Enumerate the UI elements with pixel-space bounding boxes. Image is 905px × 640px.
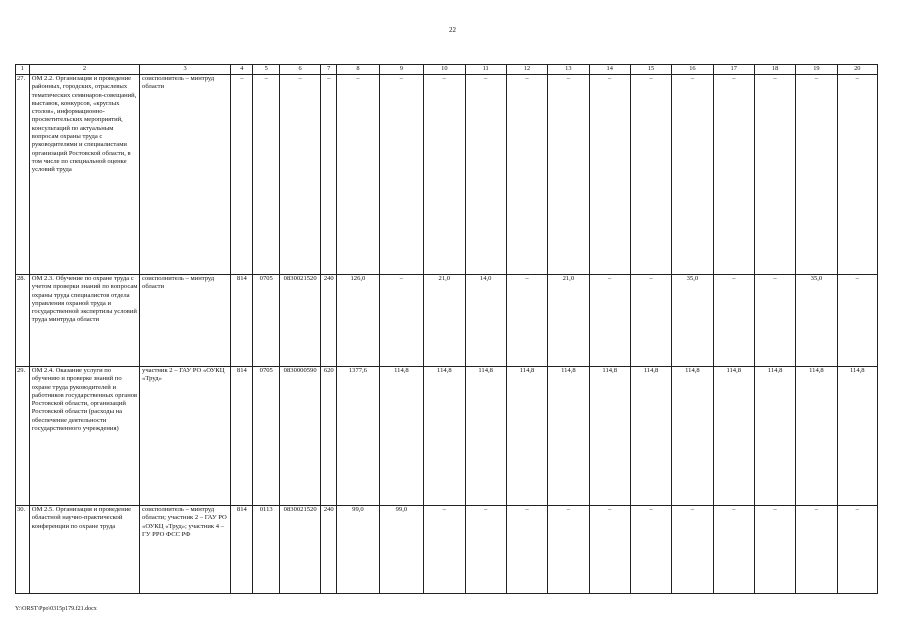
year-amount-cell: – [506, 275, 547, 367]
vr-code-cell: 240 [321, 506, 337, 594]
year-amount-cell: 99,0 [379, 506, 424, 594]
year-amount-cell: – [465, 75, 506, 275]
table-row [16, 506, 878, 594]
column-header-10: 10 [424, 65, 465, 75]
column-header-8: 8 [337, 65, 379, 75]
responsible-executor-cell: соисполнитель – минтруд области [140, 75, 231, 275]
grbs-code-cell: 814 [231, 275, 253, 367]
column-header-2: 2 [29, 65, 139, 75]
csr-code-cell: 0830000590 [279, 367, 320, 506]
year-amount-cell: – [589, 75, 630, 275]
year-amount-cell: – [506, 75, 547, 275]
rzpr-code-cell: 0113 [253, 506, 280, 594]
year-amount-cell: – [506, 506, 547, 594]
year-amount-cell: – [465, 506, 506, 594]
column-header-19: 19 [796, 65, 837, 75]
row-number-cell: 29. [16, 367, 30, 506]
year-amount-cell: 35,0 [796, 275, 837, 367]
year-amount-cell: – [589, 275, 630, 367]
event-name-cell: ОМ 2.4. Оказание услуги по обучению и проверке знаний по охране труда руководителей и работников государственных органов Ростовской области, организаций Ростовской области (расходы на обеспечение деятельности государственного учреждения) [29, 367, 139, 506]
rzpr-code-cell: 0705 [253, 367, 280, 506]
column-header-9: 9 [379, 65, 424, 75]
year-amount-cell: – [630, 275, 671, 367]
column-header-20: 20 [837, 65, 877, 75]
column-header-11: 11 [465, 65, 506, 75]
responsible-executor-cell: соисполнитель – минтруд области [140, 275, 231, 367]
column-header-5: 5 [253, 65, 280, 75]
vr-code-cell: 240 [321, 275, 337, 367]
year-amount-cell: 21,0 [424, 275, 465, 367]
year-amount-cell: – [713, 75, 754, 275]
year-amount-cell: 114,8 [672, 367, 713, 506]
year-amount-cell: 35,0 [672, 275, 713, 367]
csr-code-cell: – [279, 75, 320, 275]
column-header-4: 4 [231, 65, 253, 75]
file-path-footer: Y:\ORST\Ppo\0315p179.f21.docx [15, 606, 97, 612]
column-header-13: 13 [548, 65, 589, 75]
column-header-1: 1 [16, 65, 30, 75]
column-header-17: 17 [713, 65, 754, 75]
year-amount-cell: 114,8 [548, 367, 589, 506]
year-amount-cell: – [796, 75, 837, 275]
column-header-7: 7 [321, 65, 337, 75]
row-number-cell: 27. [16, 75, 30, 275]
column-header-15: 15 [630, 65, 671, 75]
year-amount-cell: – [589, 506, 630, 594]
year-amount-cell: – [754, 75, 795, 275]
year-amount-cell: – [379, 275, 424, 367]
year-amount-cell: 114,8 [465, 367, 506, 506]
year-amount-cell: – [837, 506, 877, 594]
year-amount-cell: 14,0 [465, 275, 506, 367]
year-amount-cell: – [548, 506, 589, 594]
column-header-6: 6 [279, 65, 320, 75]
budget-table [15, 64, 878, 594]
year-amount-cell: 114,8 [379, 367, 424, 506]
responsible-executor-cell: участник 2 – ГАУ РО «ОУКЦ «Труд» [140, 367, 231, 506]
column-header-12: 12 [506, 65, 547, 75]
row-number-cell: 28. [16, 275, 30, 367]
total-amount-cell: 126,0 [337, 275, 379, 367]
rzpr-code-cell: 0705 [253, 275, 280, 367]
year-amount-cell: – [796, 506, 837, 594]
year-amount-cell: – [713, 506, 754, 594]
year-amount-cell: – [837, 75, 877, 275]
year-amount-cell: 114,8 [796, 367, 837, 506]
year-amount-cell: 114,8 [506, 367, 547, 506]
year-amount-cell: – [672, 75, 713, 275]
column-header-3: 3 [140, 65, 231, 75]
year-amount-cell: – [630, 506, 671, 594]
year-amount-cell: – [424, 75, 465, 275]
total-amount-cell: 99,0 [337, 506, 379, 594]
year-amount-cell: – [754, 506, 795, 594]
year-amount-cell: – [672, 506, 713, 594]
rzpr-code-cell: – [253, 75, 280, 275]
page-number: 22 [449, 26, 456, 34]
column-header-16: 16 [672, 65, 713, 75]
row-number-cell: 30. [16, 506, 30, 594]
year-amount-cell: 21,0 [548, 275, 589, 367]
year-amount-cell: – [630, 75, 671, 275]
year-amount-cell: – [548, 75, 589, 275]
year-amount-cell: – [713, 275, 754, 367]
year-amount-cell: – [424, 506, 465, 594]
table-row [16, 367, 878, 506]
year-amount-cell: 114,8 [424, 367, 465, 506]
grbs-code-cell: 814 [231, 367, 253, 506]
event-name-cell: ОМ 2.5. Организация и проведение областной научно-практической конференции по охране труда [29, 506, 139, 594]
responsible-executor-cell: соисполнитель – минтруд области; участник 2 – ГАУ РО «ОУКЦ «Труд»; участник 4 – ГУ РРО ФСС РФ [140, 506, 231, 594]
year-amount-cell: – [837, 275, 877, 367]
column-header-14: 14 [589, 65, 630, 75]
event-name-cell: ОМ 2.3. Обучение по охране труда с учетом проверки знаний по вопросам охраны труда специалистов отдела управления охраной труда и государственной экспертизы условий труда минтруда области [29, 275, 139, 367]
grbs-code-cell: 814 [231, 506, 253, 594]
header-row [16, 65, 878, 75]
year-amount-cell: – [379, 75, 424, 275]
vr-code-cell: 620 [321, 367, 337, 506]
budget-table-container [15, 64, 878, 594]
grbs-code-cell: – [231, 75, 253, 275]
event-name-cell: ОМ 2.2. Организация и проведение районных, городских, отраслевых тематических семинаров-совещаний, выставок, конкурсов, «круглых столов», информационно-просветительских мероприятий, консультаций по актуальным вопросам охраны труда с руководителями и специалистами организаций Ростовской области, в том числе по специальной оценке условий труда [29, 75, 139, 275]
year-amount-cell: 114,8 [713, 367, 754, 506]
csr-code-cell: 0830021520 [279, 506, 320, 594]
total-amount-cell: – [337, 75, 379, 275]
vr-code-cell: – [321, 75, 337, 275]
year-amount-cell: 114,8 [630, 367, 671, 506]
year-amount-cell: – [754, 275, 795, 367]
year-amount-cell: 114,8 [837, 367, 877, 506]
column-header-18: 18 [754, 65, 795, 75]
total-amount-cell: 1377,6 [337, 367, 379, 506]
year-amount-cell: 114,8 [589, 367, 630, 506]
table-row [16, 275, 878, 367]
csr-code-cell: 0830021520 [279, 275, 320, 367]
table-row [16, 75, 878, 275]
year-amount-cell: 114,8 [754, 367, 795, 506]
